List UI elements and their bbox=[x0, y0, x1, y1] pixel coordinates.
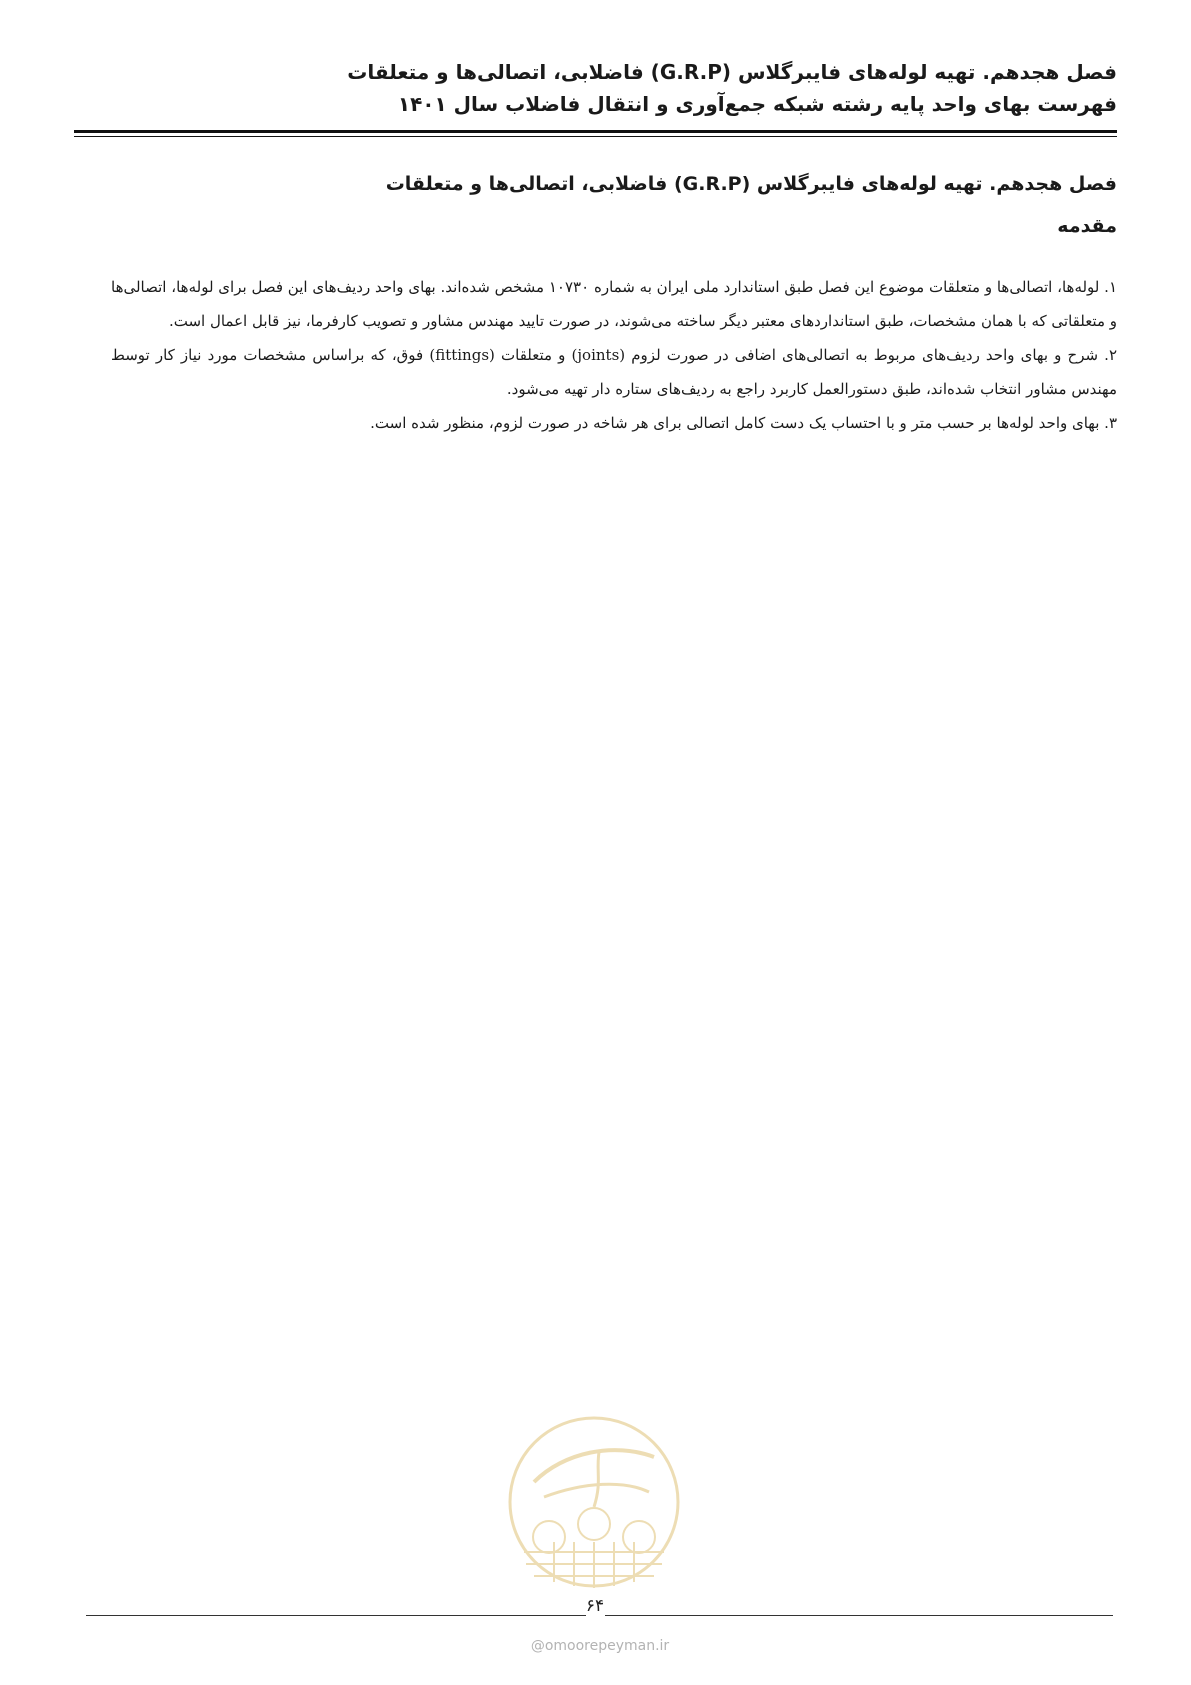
header-document-title: فهرست بهای واحد پایه رشته شبکه جمع‌آوری و انتقال فاضلاب سال ۱۴۰۱ bbox=[397, 92, 1117, 116]
page-header bbox=[77, 56, 1117, 120]
section-title: فصل هجدهم. تهیه لوله‌های فایبرگلاس (G.R.P) فاضلابی، اتصالی‌ها و متعلقات bbox=[385, 173, 1117, 195]
footer-rule-left bbox=[86, 1615, 586, 1616]
header-divider-thick bbox=[74, 130, 1117, 133]
section-heading bbox=[77, 163, 1117, 247]
paragraph-3: ۳. بهای واحد لوله‌ها بر حسب متر و با احتساب یک دست کامل اتصالی برای هر شاخه در صورت لزوم، منظور شده است. bbox=[370, 414, 1117, 432]
page-number: ۶۴ bbox=[585, 1596, 605, 1616]
watermark-logo bbox=[504, 1412, 684, 1592]
header-chapter-title: فصل هجدهم. تهیه لوله‌های فایبرگلاس (G.R.P) فاضلابی، اتصالی‌ها و متعلقات bbox=[347, 60, 1117, 84]
paragraph-2: ۲. شرح و بهای واحد ردیف‌های مربوط به اتصالی‌های اضافی در صورت لزوم (joints) و متعلقات (fittings) فوق، که براساس مشخصات مورد نیاز کار توسط مهندس مشاور انتخاب شده‌اند، طبق دستورالعمل کاربرد راجع به ردیف‌های ستاره دار تهیه می‌شود. bbox=[111, 346, 1117, 398]
header-divider-thin bbox=[74, 136, 1117, 137]
site-watermark-text: @omoorepeyman.ir bbox=[530, 1638, 670, 1654]
section-subtitle: مقدمه bbox=[1057, 215, 1117, 237]
body-text bbox=[111, 270, 1117, 440]
footer-rule-right bbox=[605, 1615, 1113, 1616]
paragraph-1: ۱. لوله‌ها، اتصالی‌ها و متعلقات موضوع این فصل طبق استاندارد ملی ایران به شماره ۱۰۷۳۰ مشخص شده‌اند. بهای واحد ردیف‌های این فصل برای لوله‌ها، اتصالی‌ها و متعلقاتی که با همان مشخصات، طبق استانداردهای معتبر دیگر ساخته می‌شوند، در صورت تایید مهندس مشاور و تصویب کارفرما، نیز قابل اعمال است. bbox=[111, 278, 1117, 330]
